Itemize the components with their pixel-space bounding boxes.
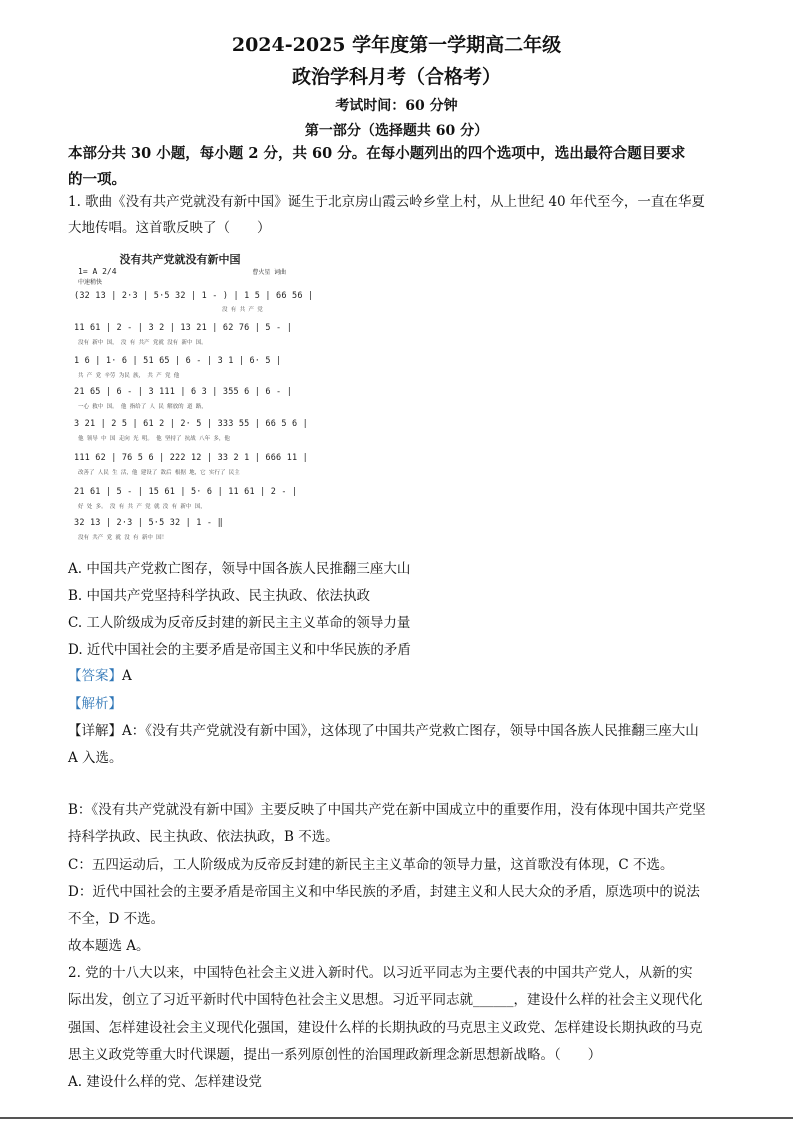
exam-time: 考试时间：60 分钟 [335,98,458,114]
score-lyric: 没有 共产 党 就 没 有 新中 国！ [78,535,168,541]
score-lyric: 没 有 共 产 党 [222,307,263,313]
score-row: 21 65 | 6 - | 3 111 | 6 3 | 355 6 | 6 - | [74,387,293,397]
q1-option-d: D. 近代中国社会的主要矛盾是帝国主义和中华民族的矛盾 [68,642,411,658]
score-tempo: 中速稍快 [78,279,103,286]
q1-conclusion: 故本题选 A。 [68,938,150,954]
score-row: 1 6 | 1· 6 | 51 65 | 6 - | 3 1 | 6· 5 | [74,356,282,366]
score-row: 32 13 | 2·3 | 5·5 32 | 1 - ‖ [74,518,223,528]
answer-tag: 【答案】 [68,668,122,684]
q2-stem-line-4: 思主义政党等重大时代课题，提出一系列原创性的治国理政新理念新思想新战略。（ ） [68,1047,602,1063]
score-lyric: 一心 救中 国。 他 指给了 人 民 解放的 道 路， [78,404,207,410]
q1-detail-c: C：五四运动后，工人阶级成为反帝反封建的新民主主义革命的领导力量，这首歌没有体现，C 不选。 [68,857,674,873]
q2-stem-line-2: 际出发，创立了习近平新时代中国特色社会主义思想。习近平同志就______，建设什么样的社会主义现代化 [68,992,703,1008]
exam-title: 2024-2025 学年度第一学期高二年级 [231,34,562,56]
score-row: (32 13 | 2·3 | 5·5 32 | 1 - ) | 1 5 | 66 56 | [74,291,314,301]
song-score-image [72,245,314,545]
part-heading: 第一部分（选择题共 60 分） [304,123,489,139]
q1-stem-line-1: 1. 歌曲《没有共产党就没有新中国》诞生于北京房山霞云岭乡堂上村，从上世纪 40 年代至今，一直在华夏 [68,194,705,210]
score-row: 111 62 | 76 5 6 | 222 12 | 33 2 1 | 666 11 | [74,453,308,463]
score-row: 11 61 | 2 - | 3 2 | 13 21 | 62 76 | 5 - | [74,323,293,333]
q1-option-b: B. 中国共产党坚持科学执政、民主执政、依法执政 [68,588,371,604]
instructions-line-2: 的一项。 [68,171,126,188]
page-bottom-divider [0,1117,793,1119]
score-lyric: 好 处 多。 没 有 共 产 党 就 没 有 新中 国， [78,504,206,510]
q1-detail-b-1: B：《没有共产党就没有新中国》主要反映了中国共产党在新中国成立中的重要作用，没有体现中国共产党坚 [68,802,706,818]
q2-option-a: A. 建设什么样的党、怎样建设党 [68,1074,262,1090]
score-key: 1= A 2/4 [78,267,117,276]
q1-detail-a-2: A 入选。 [68,750,123,766]
score-row: 21 61 | 5 - | 15 61 | 5· 6 | 11 61 | 2 - | [74,487,298,497]
q2-stem-line-1: 2. 党的十八大以来，中国特色社会主义进入新时代。以习近平同志为主要代表的中国共产党人，从新的实 [68,965,693,981]
q1-detail-d-2: 不全，D 不选。 [68,911,165,927]
q1-stem-line-2: 大地传唱。这首歌反映了（ ） [68,220,271,236]
score-author: 曹火星 词曲 [252,269,286,276]
detail-tag: 【详解】 [68,723,122,739]
q1-detail-a [68,721,728,741]
q1-option-a: A. 中国共产党救亡图存，领导中国各族人民推翻三座大山 [68,561,411,577]
score-lyric: 改善了 人民 生 活，他 建设了 敌后 根据 地，它 实行了 民主 [78,470,240,476]
answer-value: A [122,668,132,684]
score-lyric: 共 产 党 辛劳 为民 族， 共 产 党 他 [78,373,180,379]
instructions-line-1: 本部分共 30 小题，每小题 2 分，共 60 分。在每小题列出的四个选项中，选出最符合题目要求 [68,145,686,162]
score-row: 3 21 | 2 5 | 61 2 | 2· 5 | 333 55 | 66 5 6 | [74,419,308,429]
score-lyric: 没有 新中 国， 没 有 共产 党就 没有 新中 国。 [78,340,207,346]
detail-a-text: A：《没有共产党就没有新中国》，这体现了中国共产党救亡图存，领导中国各族人民推翻三座大山 [122,723,699,739]
score-lyric: 他 领导 中 国 走向 光 明。 他 坚持了 抗战 八年 多，他 [78,436,230,442]
q2-stem-line-3: 强国、怎样建设社会主义现代化强国，建设什么样的长期执政的马克思主义政党、怎样建设长期执政的马克 [68,1020,703,1036]
q1-option-c: C. 工人阶级成为反帝反封建的新民主主义革命的领导力量 [68,615,411,631]
q1-detail-d-1: D：近代中国社会的主要矛盾是帝国主义和中华民族的矛盾，封建主义和人民大众的矛盾，原选项中的说法 [68,884,700,900]
q1-answer [68,666,728,686]
exam-subtitle: 政治学科月考（合格考） [291,66,501,88]
q1-detail-b-2: 持科学执政、民主执政、依法执政，B 不选。 [68,829,339,845]
score-title: 没有共产党就没有新中国 [119,253,241,266]
analysis-tag: 【解析】 [68,696,122,712]
